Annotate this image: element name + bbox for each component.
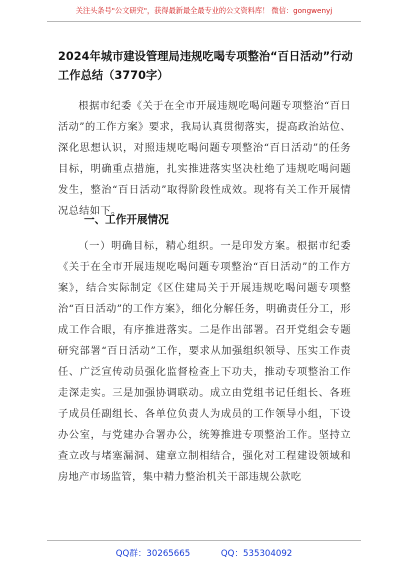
intro-paragraph: 根据市纪委《关于在全市开展违规吃喝问题专项整治“百日活动”的工作方案》要求，我局认真贯彻落实，提高政治站位、深化思想认识，对照违规吃喝问题专项整治“百日活动”的任务目标，明确重点措施，扎实推进落实坚决杜绝了违规吃喝问题发生，整治“百日活动”取得阶段性成效。现将有关工作开展情况总结如下。 <box>58 101 351 217</box>
footer-qq: QQ：535304092 <box>220 549 293 559</box>
document-title: 2024年城市建设管理局违规吃喝专项整治“百日活动”行动工作总结（3770字） <box>58 50 353 82</box>
footer-divider <box>47 540 361 541</box>
section-heading: 一、工作开展情况 <box>84 214 169 226</box>
footer <box>0 547 408 559</box>
body-paragraph: （一）明确目标，精心组织。一是印发方案。根据市纪委《关于在全市开展违规吃喝问题专项整治“百日活动”的工作方案》，结合实际制定《区住建局关于开展违规吃喝问题专项整治“百日活动”的工作方案》，细化分解任务，明确责任分工，形成工作合眼，有序推进落实。二是作出部署。召开党组会专题研究部署“百日活动”工作，要求从加强组织领导、压实工作责任、广泛宣传动员强化监督检查上下功夫，推动专项整治工作走深走实。三是加强协调联动。成立由党组书记任组长、各班子成员任副组长、各单位负责人为成员的工作领导小组，下设办公室，与党建办合署办公，统筹推进专项整治工作。坚持立查立改与堵塞漏洞、建章立制相结合，强化对工程建设领域和房地产市场监管，集中精力整治机关干部违规公款吃 <box>58 241 351 483</box>
footer-qq-group: QQ群：30265665 <box>115 549 191 559</box>
header-divider <box>47 21 361 22</box>
header-banner: 关注头条号"公文研究"，获得最新最全最专业的公文资料库！ 微信：gongwenyj <box>75 6 333 15</box>
